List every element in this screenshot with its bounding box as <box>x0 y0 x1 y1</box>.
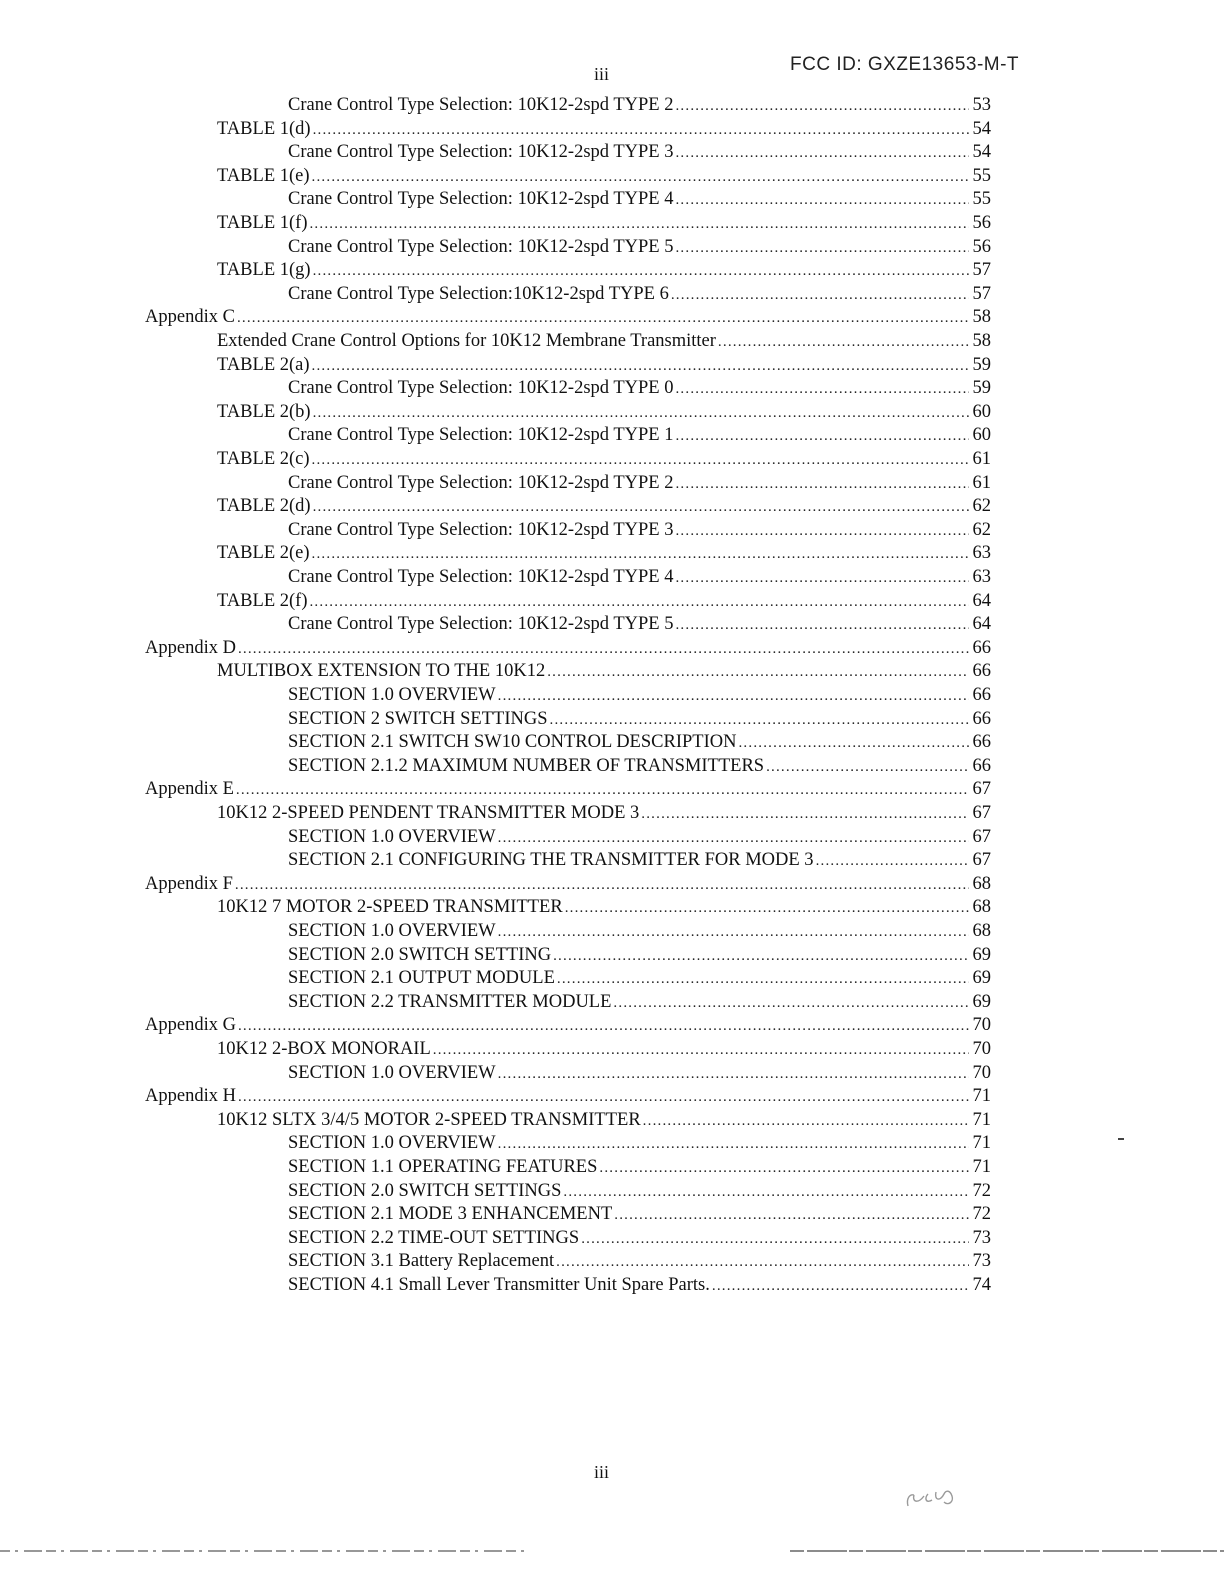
toc-entry-title: TABLE 1(e) <box>217 165 310 186</box>
toc-entry <box>288 1061 991 1085</box>
toc-entry-page: 59 <box>972 378 991 399</box>
toc-dot-leader <box>563 1180 969 1204</box>
toc-entry <box>145 1013 991 1037</box>
toc-entry <box>288 140 991 164</box>
toc-entry-page: 67 <box>972 779 991 800</box>
toc-entry-page: 55 <box>972 189 991 210</box>
toc-entry-title: SECTION 2.1 MODE 3 ENHANCEMENT <box>288 1204 613 1225</box>
toc-entry-page: 72 <box>972 1204 991 1225</box>
scan-edge-line <box>0 1549 1224 1553</box>
toc-entry <box>288 707 991 731</box>
toc-entry-page: 56 <box>972 236 991 257</box>
toc-dot-leader <box>581 1227 969 1251</box>
toc-entry-title: Crane Control Type Selection: 10K12-2spd TYPE 2 <box>288 95 674 115</box>
toc-entry <box>217 400 991 424</box>
toc-entry-page: 62 <box>972 496 991 517</box>
toc-entry <box>288 754 991 778</box>
toc-entry-page: 54 <box>972 142 991 163</box>
toc-entry-page: 67 <box>972 850 991 871</box>
toc-entry <box>288 423 991 447</box>
toc-entry-title: SECTION 3.1 Battery Replacement <box>288 1251 555 1272</box>
toc-entry-page: 70 <box>972 1015 991 1036</box>
toc-dot-leader <box>313 118 969 142</box>
toc-entry-page: 66 <box>972 708 991 729</box>
toc-entry-title: SECTION 2.2 TIME-OUT SETTINGS <box>288 1227 580 1248</box>
toc-entry-title: TABLE 1(f) <box>217 213 308 233</box>
toc-dot-leader <box>675 236 969 260</box>
toc-entry-title: Crane Control Type Selection: 10K12-2spd TYPE 2 <box>288 472 674 493</box>
toc-dot-leader <box>312 354 969 378</box>
toc-entry-title: 10K12 2-SPEED PENDENT TRANSMITTER MODE 3 <box>217 803 640 823</box>
toc-entry <box>288 518 991 542</box>
toc-entry-title: TABLE 2(c) <box>217 449 310 469</box>
toc-dot-leader <box>309 212 969 236</box>
toc-entry-page: 71 <box>972 1157 991 1177</box>
toc-entry <box>217 211 991 235</box>
toc-dot-leader <box>675 377 969 401</box>
toc-entry-page: 70 <box>972 1062 991 1083</box>
toc-dot-leader <box>766 755 969 779</box>
toc-dot-leader <box>557 967 969 991</box>
toc-entry-page: 74 <box>972 1275 991 1295</box>
toc-entry-title: Crane Control Type Selection:10K12-2spd TYPE 6 <box>288 283 669 304</box>
toc-entry-title: TABLE 1(g) <box>217 260 311 281</box>
toc-entry <box>217 117 991 141</box>
toc-entry <box>217 164 991 188</box>
toc-entry-title: Crane Control Type Selection: 10K12-2spd TYPE 0 <box>288 378 674 399</box>
toc-entry <box>288 848 991 872</box>
toc-entry-page: 63 <box>972 543 991 564</box>
toc-dot-leader <box>675 424 969 448</box>
toc-dot-leader <box>236 778 969 802</box>
toc-entry <box>288 612 991 636</box>
toc-entry-title: SECTION 1.0 OVERVIEW <box>288 1062 496 1083</box>
toc-entry-page: 73 <box>972 1227 991 1248</box>
toc-dot-leader <box>712 1274 969 1298</box>
toc-dot-leader <box>641 802 969 826</box>
toc-entry-page: 64 <box>972 614 991 635</box>
toc-entry-page: 62 <box>972 519 991 540</box>
toc-dot-leader <box>816 849 969 873</box>
toc-entry-page: 72 <box>972 1180 991 1201</box>
toc-dot-leader <box>238 1014 969 1038</box>
toc-entry <box>217 258 991 282</box>
toc-entry <box>288 966 991 990</box>
toc-entry <box>217 895 991 919</box>
toc-dot-leader <box>235 873 969 897</box>
toc-entry <box>288 683 991 707</box>
toc-entry <box>288 730 991 754</box>
toc-entry-title: SECTION 4.1 Small Lever Transmitter Unit Spare Parts. <box>288 1275 710 1295</box>
toc-entry-title: Crane Control Type Selection: 10K12-2spd TYPE 4 <box>288 189 674 210</box>
toc-dot-leader <box>675 566 969 590</box>
toc-dot-leader <box>498 1132 969 1156</box>
toc-entry-page: 66 <box>972 755 991 776</box>
toc-dot-leader <box>238 1085 969 1109</box>
toc-entry-title: 10K12 SLTX 3/4/5 MOTOR 2-SPEED TRANSMITTER <box>217 1109 641 1130</box>
toc-entry-title: SECTION 1.0 OVERVIEW <box>288 1133 496 1154</box>
toc-entry <box>288 187 991 211</box>
toc-entry-title: MULTIBOX EXTENSION TO THE 10K12 <box>217 661 546 682</box>
toc-entry-title: TABLE 1(d) <box>217 118 311 139</box>
toc-entry <box>145 777 991 801</box>
stray-mark <box>1118 1138 1124 1140</box>
toc-dot-leader <box>643 1109 969 1133</box>
toc-dot-leader <box>556 1250 969 1274</box>
toc-entry-title: Crane Control Type Selection: 10K12-2spd TYPE 4 <box>288 567 674 587</box>
toc-entry <box>145 1084 991 1108</box>
toc-entry-title: Appendix D <box>145 637 236 658</box>
toc-dot-leader <box>312 448 969 472</box>
toc-dot-leader <box>614 1203 969 1227</box>
toc-dot-leader <box>498 1062 969 1086</box>
toc-dot-leader <box>550 708 969 732</box>
toc-dot-leader <box>675 472 969 496</box>
toc-entry-title: Appendix H <box>145 1086 236 1107</box>
toc-entry-title: SECTION 2.2 TRANSMITTER MODULE <box>288 991 612 1012</box>
toc-entry <box>288 235 991 259</box>
toc-entry <box>217 541 991 565</box>
toc-entry-page: 69 <box>972 968 991 989</box>
toc-dot-leader <box>675 519 969 543</box>
toc-dot-leader <box>498 684 969 708</box>
toc-entry-title: Appendix F <box>145 873 233 894</box>
toc-entry-page: 57 <box>972 260 991 281</box>
toc-entry-page: 69 <box>972 991 991 1012</box>
toc-entry-page: 61 <box>972 472 991 493</box>
toc-entry-title: SECTION 2.1 OUTPUT MODULE <box>288 968 555 989</box>
toc-entry-title: TABLE 2(a) <box>217 354 310 375</box>
toc-entry-page: 73 <box>972 1251 991 1272</box>
toc-entry-page: 60 <box>972 401 991 422</box>
toc-entry-title: SECTION 2.0 SWITCH SETTINGS <box>288 1180 562 1201</box>
toc-entry-title: SECTION 1.1 OPERATING FEATURES <box>288 1157 598 1177</box>
toc-entry-title: Crane Control Type Selection: 10K12-2spd TYPE 5 <box>288 614 674 635</box>
toc-entry-page: 58 <box>972 307 991 328</box>
toc-entry <box>288 990 991 1014</box>
toc-entry-page: 68 <box>972 921 991 941</box>
toc-dot-leader <box>433 1038 969 1062</box>
toc-entry <box>288 1226 991 1250</box>
toc-dot-leader <box>565 896 969 920</box>
fcc-id: FCC ID: GXZE13653-M-T <box>790 54 1020 75</box>
toc-entry-title: Crane Control Type Selection: 10K12-2spd TYPE 3 <box>288 519 674 540</box>
toc-dot-leader <box>313 259 969 283</box>
toc-entry-title: 10K12 2-BOX MONORAIL <box>217 1039 431 1059</box>
toc-entry-page: 58 <box>972 331 991 351</box>
toc-entry-title: SECTION 2.1 SWITCH SW10 CONTROL DESCRIPTION <box>288 732 737 753</box>
page-number-top: iii <box>594 64 610 84</box>
toc-dot-leader <box>312 542 969 566</box>
toc-entry-title: SECTION 1.0 OVERVIEW <box>288 921 496 941</box>
toc-dot-leader <box>613 991 969 1015</box>
toc-dot-leader <box>738 731 969 755</box>
toc-entry <box>288 825 991 849</box>
toc-entry-title: Appendix C <box>145 307 235 328</box>
toc-entry-title: 10K12 7 MOTOR 2-SPEED TRANSMITTER <box>217 897 563 918</box>
toc-entry <box>217 353 991 377</box>
toc-dot-leader <box>498 826 969 850</box>
toc-entry-title: TABLE 2(d) <box>217 496 311 517</box>
toc-dot-leader <box>547 660 969 684</box>
toc-entry-page: 57 <box>972 283 991 304</box>
toc-entry <box>288 1179 991 1203</box>
toc-dot-leader <box>553 944 969 968</box>
toc-entry <box>288 1273 991 1297</box>
toc-entry-title: Crane Control Type Selection: 10K12-2spd TYPE 1 <box>288 425 674 446</box>
toc-entry <box>288 471 991 495</box>
toc-entry <box>217 589 991 613</box>
toc-entry-page: 71 <box>972 1109 991 1130</box>
toc-entry-title: Crane Control Type Selection: 10K12-2spd TYPE 3 <box>288 142 674 163</box>
toc-entry <box>217 447 991 471</box>
toc-dot-leader <box>599 1156 969 1180</box>
toc-entry <box>217 494 991 518</box>
toc-entry-page: 54 <box>972 118 991 139</box>
toc-entry-page: 70 <box>972 1039 991 1059</box>
toc-entry <box>288 943 991 967</box>
toc-entry-page: 66 <box>972 685 991 705</box>
toc-entry <box>288 1155 991 1179</box>
toc-dot-leader <box>675 188 969 212</box>
toc-entry <box>217 801 991 825</box>
toc-entry <box>288 1249 991 1273</box>
toc-entry-title: SECTION 2.1 CONFIGURING THE TRANSMITTER FOR MODE 3 <box>288 850 814 871</box>
toc-entry <box>145 636 991 660</box>
toc-entry-page: 68 <box>972 897 991 918</box>
toc-entry <box>217 329 991 353</box>
toc-entry-page: 66 <box>972 661 991 682</box>
toc-entry-page: 60 <box>972 425 991 446</box>
toc-entry <box>288 919 991 943</box>
toc-entry-title: SECTION 2 SWITCH SETTINGS <box>288 708 548 729</box>
toc-entry <box>288 1131 991 1155</box>
toc-entry-page: 61 <box>972 449 991 469</box>
toc-dot-leader <box>675 141 969 165</box>
toc-dot-leader <box>237 306 969 330</box>
toc-entry <box>288 376 991 400</box>
toc-entry-title: SECTION 2.1.2 MAXIMUM NUMBER OF TRANSMITTERS <box>288 755 765 776</box>
toc-dot-leader <box>498 920 969 944</box>
toc-dot-leader <box>675 94 969 118</box>
toc-entry-page: 55 <box>972 165 991 186</box>
toc-entry <box>217 1037 991 1061</box>
toc-dot-leader <box>309 590 969 614</box>
page-number-bottom: iii <box>594 1462 610 1482</box>
toc-entry-page: 66 <box>972 637 991 658</box>
toc-entry-page: 71 <box>972 1133 991 1154</box>
toc-entry <box>217 1108 991 1132</box>
toc-entry-title: Appendix E <box>145 779 234 800</box>
toc-entry <box>288 1202 991 1226</box>
toc-entry-page: 53 <box>972 95 991 115</box>
toc-entry <box>288 93 991 117</box>
toc-entry <box>288 282 991 306</box>
toc-dot-leader <box>671 283 969 307</box>
toc-entry-title: Crane Control Type Selection: 10K12-2spd TYPE 5 <box>288 236 674 257</box>
toc-entry-title: SECTION 1.0 OVERVIEW <box>288 685 496 705</box>
toc-dot-leader <box>313 495 969 519</box>
toc-entry-page: 63 <box>972 567 991 587</box>
toc-dot-leader <box>313 401 969 425</box>
toc-entry-page: 67 <box>972 803 991 823</box>
toc-entry <box>288 565 991 589</box>
toc-dot-leader <box>675 613 969 637</box>
toc-entry-title: SECTION 2.0 SWITCH SETTING <box>288 944 552 965</box>
toc-entry-title: TABLE 2(f) <box>217 590 308 611</box>
toc-entry-page: 68 <box>972 873 991 894</box>
toc-entry-page: 64 <box>972 590 991 611</box>
toc-entry-title: SECTION 1.0 OVERVIEW <box>288 826 496 847</box>
toc-entry-title: TABLE 2(b) <box>217 401 311 422</box>
toc-dot-leader <box>312 165 969 189</box>
toc-entry <box>145 305 991 329</box>
toc-entry-page: 66 <box>972 732 991 753</box>
toc-entry-page: 59 <box>972 354 991 375</box>
toc-entry-page: 71 <box>972 1086 991 1107</box>
toc-entry <box>217 659 991 683</box>
toc-entry-title: Extended Crane Control Options for 10K12 Membrane Transmitter <box>217 331 716 351</box>
toc-entry-page: 56 <box>972 213 991 233</box>
toc-entry <box>145 872 991 896</box>
handwritten-mark <box>900 1482 964 1512</box>
toc-entry-title: Appendix G <box>145 1015 236 1036</box>
toc-dot-leader <box>718 330 969 354</box>
toc-entry-title: TABLE 2(e) <box>217 543 310 564</box>
toc-dot-leader <box>238 637 969 661</box>
toc-entry-page: 69 <box>972 944 991 965</box>
toc-entry-page: 67 <box>972 826 991 847</box>
